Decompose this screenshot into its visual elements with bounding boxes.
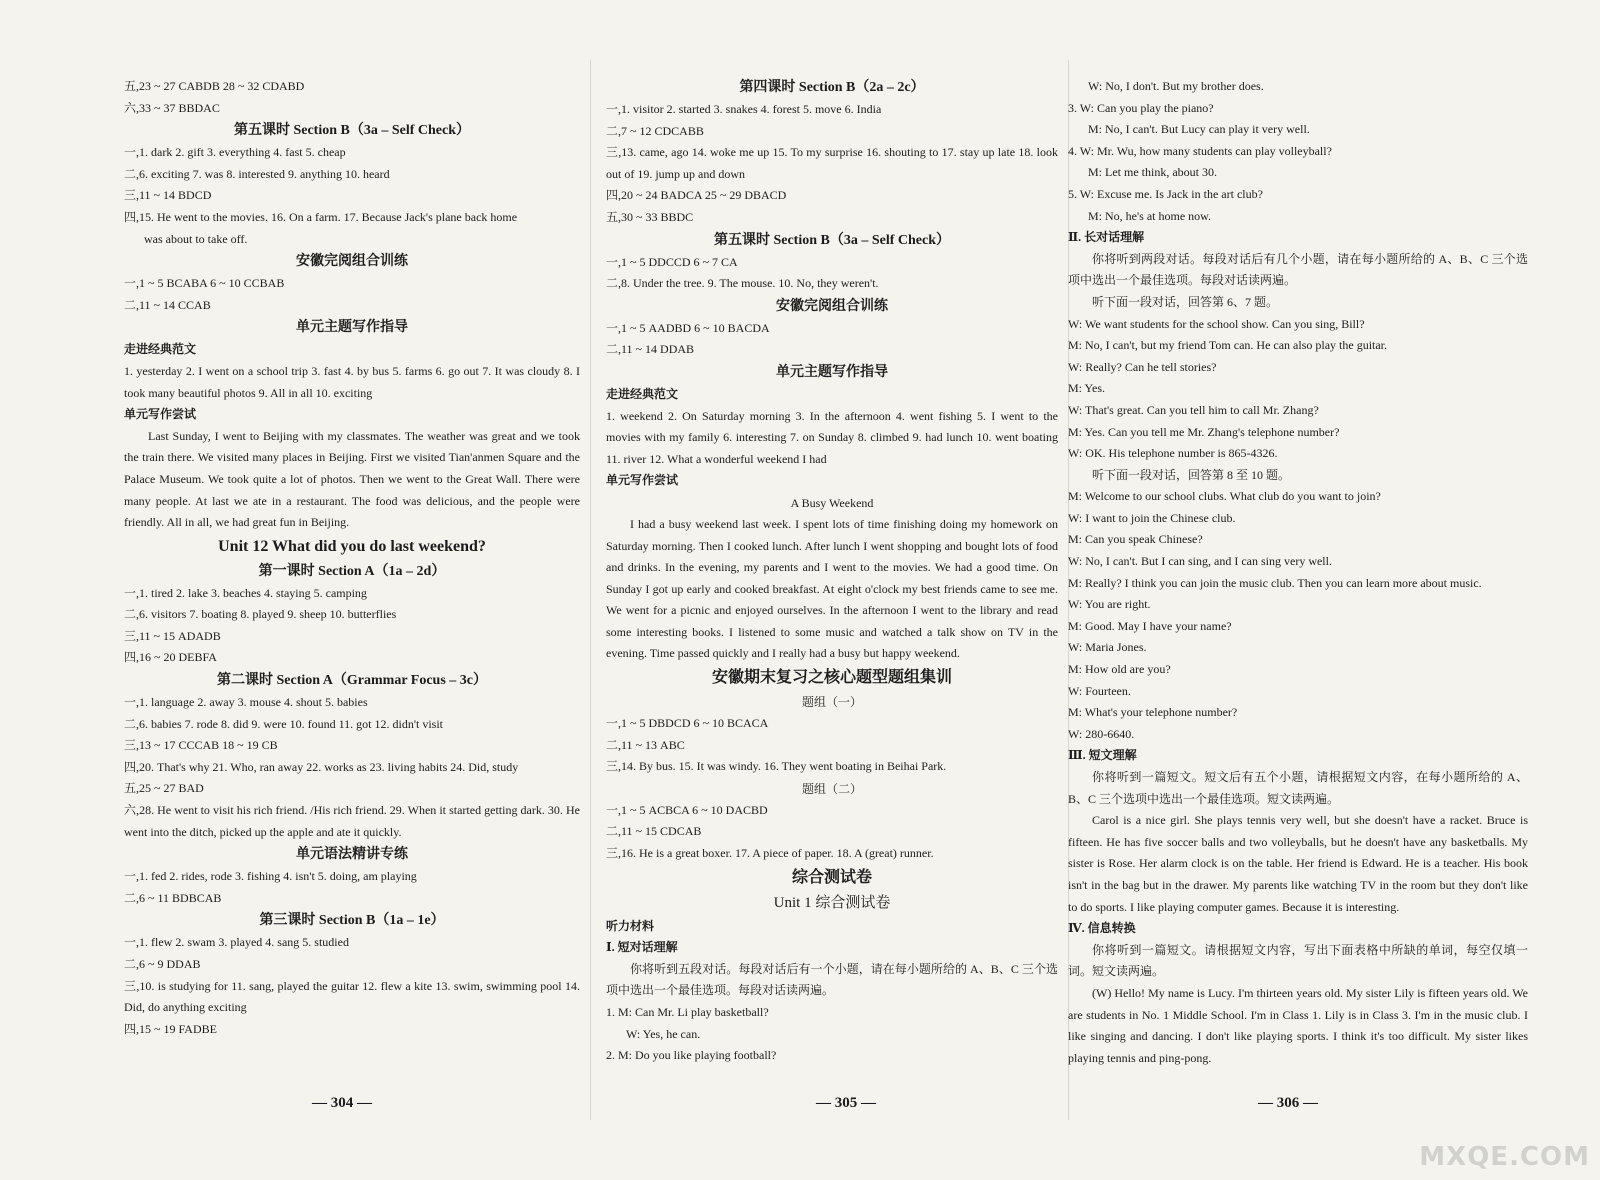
text-line: 三,16. He is a great boxer. 17. A piece of paper. 18. A (great) runner. xyxy=(606,846,934,861)
text-line: 四,15 ~ 19 FADBE xyxy=(124,1021,217,1036)
text-line: 二,6. visitors 7. boating 8. played 9. sheep 10. butterflies xyxy=(124,607,397,622)
text-line: M: Let me think, about 30. xyxy=(1088,165,1217,180)
section-heading: 综合测试卷 xyxy=(791,868,872,886)
text-line: M: Can you speak Chinese? xyxy=(1068,532,1203,547)
text-line: W: We want students for the school show. Can you sing, Bill? xyxy=(1068,316,1365,331)
section-heading: 第二课时 Section A（Grammar Focus – 3c） xyxy=(217,673,487,689)
text-line: W: Maria Jones. xyxy=(1068,640,1147,655)
text-line: 3. W: Can you play the piano? xyxy=(1068,100,1214,115)
text-line: 一,1. dark 2. gift 3. everything 4. fast 5. cheap xyxy=(124,145,346,160)
text-line: 听下面一段对话，回答第 8 至 10 题。 xyxy=(1092,467,1291,482)
watermark: MXQE.COM xyxy=(1419,1142,1590,1172)
text-line: M: No, I can't, but my friend Tom can. He can also play the guitar. xyxy=(1068,338,1388,353)
page-body xyxy=(124,76,580,1040)
text-line: 一,1 ~ 5 BCABA 6 ~ 10 CCBAB xyxy=(124,276,285,291)
text-line: 三,11 ~ 14 BDCD xyxy=(124,188,212,203)
text-line: 二,6 ~ 11 BDBCAB xyxy=(124,890,222,905)
text-line: 五,23 ~ 27 CABDB 28 ~ 32 CDABD xyxy=(124,79,305,93)
page-number: — 306 — xyxy=(1258,1095,1318,1111)
text-line: W: You are right. xyxy=(1068,597,1151,612)
section-heading: 单元主题写作指导 xyxy=(296,320,408,336)
text-line: 三,14. By bus. 15. It was windy. 16. They went boating in Beihai Park. xyxy=(606,759,947,774)
text-line: was about to take off. xyxy=(144,231,248,246)
text-line: Last Sunday, I went to Beijing with my classmates. The weather was great and we took the train there. We visited many places in Beijing. First we visited Tian'anmen Square and the Palace Museum. We took quite a lot of photos. Then we went to the Great Wall. There were many people. At last we ate in a restaurant. The food was delicious, and the people were friendly. All in all, we had great fun in Beijing. xyxy=(124,428,580,530)
text-line: 5. W: Excuse me. Is Jack in the art club? xyxy=(1068,186,1263,201)
text-line: 四,20 ~ 24 BADCA 25 ~ 29 DBACD xyxy=(606,188,787,203)
text-line: 四,15. He went to the movies. 16. On a farm. 17. Because Jack's plane back home xyxy=(124,209,518,224)
text-line: 二,11 ~ 15 CDCAB xyxy=(606,824,702,839)
section-heading: 单元写作尝试 xyxy=(124,407,197,422)
text-line: I had a busy weekend last week. I spent lots of time finishing doing my homework on Saturday morning. Then I cooked lunch. After lunch I went shopping and bought lots of food and drinks. In the evening, my parents and I went to the movies. We had a good time. On Sunday I got up early and cooked breakfast. At eight o'clock my best friends came to see me. We went for a picnic and enjoyed ourselves. In the afternoon I went to the library and read some interesting books. I listened to some music and watched a talk show on TV in the evening. Time passed quickly and I really had a busy but happy weekend. xyxy=(606,516,1058,661)
section-heading: 第五课时 Section B（3a – Self Check） xyxy=(713,232,951,248)
text-line: 一,1 ~ 5 DDCCD 6 ~ 7 CA xyxy=(606,254,738,269)
section-heading: Unit 1 综合测试卷 xyxy=(773,894,891,911)
section-heading: Ⅲ. 短文理解 xyxy=(1068,748,1137,763)
text-line: 一,1 ~ 5 ACBCA 6 ~ 10 DACBD xyxy=(606,802,768,817)
section-heading: Ⅰ. 短对话理解 xyxy=(606,940,678,955)
text-line: 二,6. exciting 7. was 8. interested 9. anything 10. heard xyxy=(124,166,390,181)
text-line: W: That's great. Can you tell him to call Mr. Zhang? xyxy=(1068,402,1319,417)
text-line: 二,11 ~ 14 DDAB xyxy=(606,342,695,357)
page-305 xyxy=(600,0,1080,1180)
text-line: W: Really? Can he tell stories? xyxy=(1068,359,1217,374)
text-line: W: 280-6640. xyxy=(1068,726,1135,741)
text-line: 三,13. came, ago 14. woke me up 15. To my surprise 16. shouting to 17. stay up late 18. look out of 19. jump up and down xyxy=(606,145,1058,181)
text-line: 三,10. is studying for 11. sang, played the guitar 12. flew a kite 13. swim, swimming pool 14. Did, do anything exciting xyxy=(124,978,580,1015)
text-line: 二,11 ~ 14 CCAB xyxy=(124,297,211,312)
text-line: M: Yes. xyxy=(1068,381,1106,396)
section-heading: 第四课时 Section B（2a – 2c） xyxy=(739,80,925,95)
text-line: 三,11 ~ 15 ADADB xyxy=(124,628,221,643)
text-line: 五,25 ~ 27 BAD xyxy=(124,781,204,796)
text-line: 你将听到五段对话。每段对话后有一个小题，请在每小题所给的 A、B、C 三个选项中选出一个最佳选项。每段对话读两遍。 xyxy=(606,961,1058,998)
text-line: 六,28. He went to visit his rich friend. /His rich friend. 29. When it started getting dark. 30. He went into the ditch, picked up the apple and ate it quickly. xyxy=(124,803,580,839)
text-line: M: Yes. Can you tell me Mr. Zhang's telephone number? xyxy=(1068,424,1340,439)
section-heading: 安徽完阅组合训练 xyxy=(776,298,888,314)
section-heading: 单元语法精讲专练 xyxy=(296,847,408,863)
text-line: 1. M: Can Mr. Li play basketball? xyxy=(606,1005,769,1019)
text-line: 一,1. fed 2. rides, rode 3. fishing 4. isn't 5. doing, am playing xyxy=(124,869,417,884)
page-number: — 305 — xyxy=(816,1095,876,1111)
text-line: 二,7 ~ 12 CDCABB xyxy=(606,123,704,138)
section-heading: 单元写作尝试 xyxy=(606,473,679,488)
section-heading: A Busy Weekend xyxy=(790,495,874,510)
text-line: M: How old are you? xyxy=(1068,662,1171,677)
text-line: M: Welcome to our school clubs. What club do you want to join? xyxy=(1068,489,1381,504)
section-heading: 题组（二） xyxy=(801,781,862,796)
text-line: 你将听到一篇短文。请根据短文内容，写出下面表格中所缺的单词，每空仅填一词。短文读两遍。 xyxy=(1068,942,1528,979)
section-heading: 第一课时 Section A（1a – 2d） xyxy=(258,563,446,579)
text-line: W: OK. His telephone number is 865-4326. xyxy=(1068,446,1278,461)
text-line: 2. M: Do you like playing football? xyxy=(606,1048,777,1063)
page-306 xyxy=(1068,0,1600,1180)
section-heading: 单元主题写作指导 xyxy=(776,364,888,380)
text-line: 你将听到一篇短文。短文后有五个小题，请根据短文内容，在每小题所给的 A、B、C 三个选项中选出一个最佳选项。短文读两遍。 xyxy=(1068,770,1528,806)
text-line: M: No, I can't. But Lucy can play it very well. xyxy=(1088,122,1310,137)
text-line: 二,11 ~ 13 ABC xyxy=(606,737,685,752)
section-heading: 听力材料 xyxy=(606,918,655,933)
text-line: 听下面一段对话，回答第 6、7 题。 xyxy=(1092,294,1279,309)
page-body xyxy=(1068,76,1528,1069)
text-line: 1. weekend 2. On Saturday morning 3. In the afternoon 4. went fishing 5. I went to the movies with my family 6. interesting 7. on Sunday 8. climbed 9. had lunch 10. went boating 11. river 12. What a wonderful weekend I had xyxy=(606,408,1058,466)
text-line: M: Really? I think you can join the music club. Then you can learn more about music. xyxy=(1068,575,1482,590)
text-line: 一,1 ~ 5 DBDCD 6 ~ 10 BCACA xyxy=(606,716,769,731)
section-heading: 题组（一） xyxy=(801,695,862,710)
text-line: 六,33 ~ 37 BBDAC xyxy=(124,100,220,115)
text-line: 四,20. That's why 21. Who, ran away 22. works as 23. living habits 24. Did, study xyxy=(124,759,519,774)
text-line: 五,30 ~ 33 BBDC xyxy=(606,209,694,224)
text-line: M: No, he's at home now. xyxy=(1088,208,1212,223)
section-heading: Ⅱ. 长对话理解 xyxy=(1068,230,1145,245)
text-line: W: I want to join the Chinese club. xyxy=(1068,510,1236,525)
text-line: W: No, I can't. But I can sing, and I can sing very well. xyxy=(1068,554,1332,569)
text-line: M: Good. May I have your name? xyxy=(1068,618,1232,633)
section-heading: 第三课时 Section B（1a – 1e） xyxy=(259,913,445,929)
text-line: 一,1. language 2. away 3. mouse 4. shout 5. babies xyxy=(124,695,368,710)
text-line: 二,6 ~ 9 DDAB xyxy=(124,957,201,971)
text-line: M: What's your telephone number? xyxy=(1068,705,1238,720)
text-line: 一,1. tired 2. lake 3. beaches 4. staying 5. camping xyxy=(124,585,367,600)
text-line: 三,13 ~ 17 CCCAB 18 ~ 19 CB xyxy=(124,738,278,753)
page-304 xyxy=(0,0,600,1180)
text-line: W: Fourteen. xyxy=(1068,683,1131,698)
page-body xyxy=(606,76,1058,1067)
text-line: 一,1. visitor 2. started 3. snakes 4. forest 5. move 6. India xyxy=(606,102,882,116)
section-heading: 走进经典范文 xyxy=(606,386,679,401)
section-heading: Ⅳ. 信息转换 xyxy=(1068,921,1136,936)
text-line: Carol is a nice girl. She plays tennis very well, but she doesn't have a racket. Bruce is fifteen. He has five soccer balls and two volleyballs, but he doesn't have any basketballs. My sister is Rose. Her alarm clock is on the table. Her friend is Edward. He is a teacher. His book isn't in the bag but in the drawer. My parents like watching TV in the room but they don't like to do sports. I like playing computer games. Because it is interesting. xyxy=(1068,813,1528,914)
text-line: W: No, I don't. But my brother does. xyxy=(1088,79,1264,93)
text-line: 你将听到两段对话。每段对话后有几个小题，请在每小题所给的 A、B、C 三个选项中选出一个最佳选项。每段对话读两遍。 xyxy=(1068,251,1528,288)
section-heading: 走进经典范文 xyxy=(124,342,197,357)
page-number: — 304 — xyxy=(312,1095,372,1111)
text-line: 二,8. Under the tree. 9. The mouse. 10. No, they weren't. xyxy=(606,276,879,291)
text-line: 四,16 ~ 20 DEBFA xyxy=(124,650,217,665)
section-heading: 安徽期末复习之核心题型题组集训 xyxy=(711,669,952,687)
section-heading: 安徽完阅组合训练 xyxy=(296,254,408,270)
text-line: 一,1 ~ 5 AADBD 6 ~ 10 BACDA xyxy=(606,320,770,335)
text-line: 1. yesterday 2. I went on a school trip 3. fast 4. by bus 5. farms 6. go out 7. It was cloudy 8. I took many beautiful photos 9. All in all 10. exciting xyxy=(124,363,580,400)
text-line: (W) Hello! My name is Lucy. I'm thirteen years old. My sister Lily is fifteen years old. We are students in No. 1 Middle School. I'm in Class 1. Lily is in Class 3. I'm in the music club. I like singing and dancing. I don't like playing sports. I think it's too difficult. My sister likes playing tennis and ping-pong. xyxy=(1068,985,1528,1065)
text-line: 一,1. flew 2. swam 3. played 4. sang 5. studied xyxy=(124,935,349,950)
text-line: 4. W: Mr. Wu, how many students can play volleyball? xyxy=(1068,143,1332,158)
text-line: W: Yes, he can. xyxy=(626,1026,701,1041)
text-line: 二,6. babies 7. rode 8. did 9. were 10. found 11. got 12. didn't visit xyxy=(124,716,444,731)
section-heading: Unit 12 What did you do last weekend? xyxy=(218,537,486,555)
section-heading: 第五课时 Section B（3a – Self Check） xyxy=(233,123,471,139)
